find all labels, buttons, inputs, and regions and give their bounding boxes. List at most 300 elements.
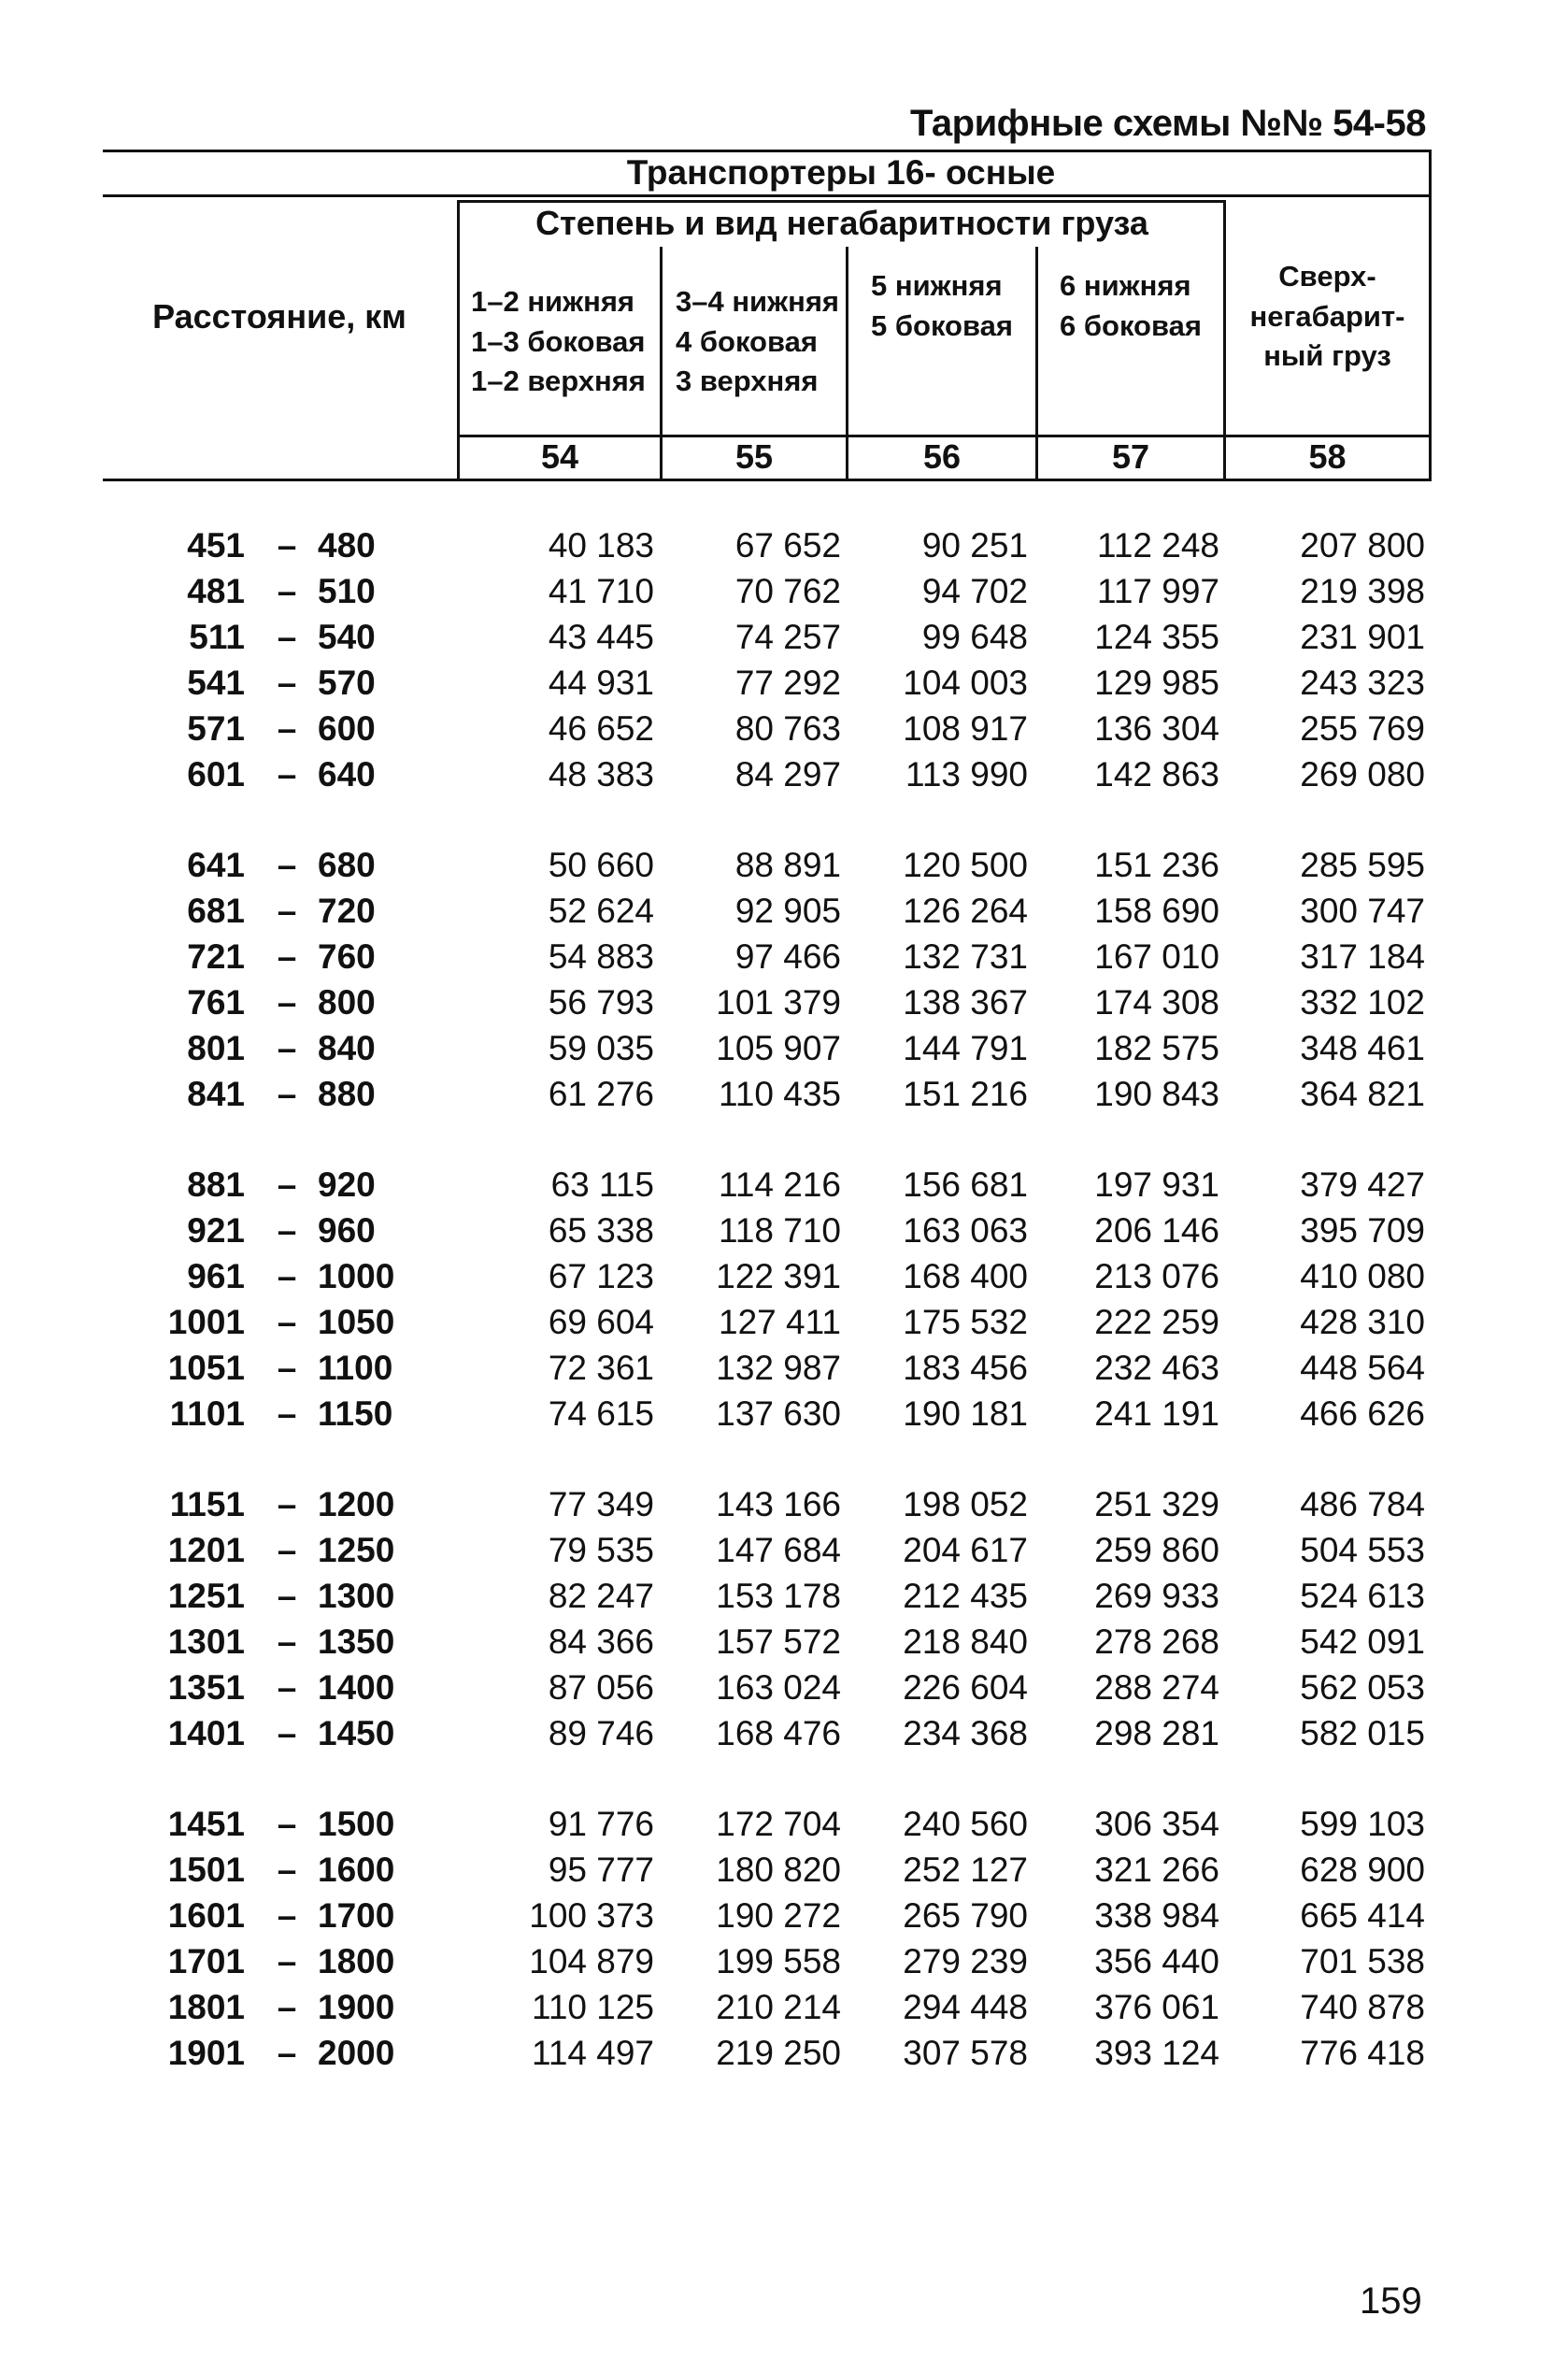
distance-dash: – (277, 1714, 297, 1752)
tariff-cell-56: 132 731 (903, 937, 1028, 976)
tariff-cell-54: 54 883 (548, 937, 654, 976)
tariff-cell-56: 94 702 (921, 572, 1028, 610)
table-row (0, 707, 1568, 751)
tariff-cell-56: 307 578 (903, 2034, 1028, 2072)
tariff-cell-54: 52 624 (548, 892, 654, 930)
tariff-cell-58: 243 323 (1300, 664, 1425, 702)
distance-to: 720 (318, 892, 376, 930)
tariff-cell-57: 288 274 (1094, 1668, 1219, 1707)
tariff-cell-54: 40 183 (548, 526, 654, 565)
distance-from: 1151 (169, 1485, 245, 1523)
header-right-border (1429, 150, 1432, 479)
tariff-cell-58: 562 053 (1300, 1668, 1425, 1707)
tariff-cell-57: 241 191 (1094, 1394, 1219, 1433)
tariff-cell-55: 172 704 (716, 1805, 841, 1843)
table-row (0, 1026, 1568, 1071)
tariff-cell-56: 190 181 (903, 1394, 1028, 1433)
distance-dash: – (277, 1485, 297, 1523)
page-number: 159 (1360, 2280, 1422, 2322)
tariff-cell-58: 466 626 (1300, 1394, 1425, 1433)
tariff-cell-56: 279 239 (903, 1942, 1028, 1980)
distance-dash: – (277, 1029, 297, 1067)
table-row (0, 1985, 1568, 2030)
tariff-cell-55: 180 820 (716, 1851, 841, 1889)
column-code-54: 54 (540, 437, 579, 476)
group-title: Транспортеры 16- осные (626, 153, 1056, 193)
tariff-cell-56: 265 790 (903, 1896, 1028, 1935)
tariff-cell-55: 88 891 (734, 846, 841, 884)
tariff-cell-57: 197 931 (1094, 1165, 1219, 1204)
tariff-cell-55: 92 905 (734, 892, 841, 930)
tariff-cell-58: 207 800 (1300, 526, 1425, 565)
distance-to: 1250 (318, 1531, 395, 1569)
tariff-cell-54: 87 056 (548, 1668, 654, 1707)
distance-dash: – (277, 1075, 297, 1113)
table-row (0, 1163, 1568, 1208)
table-row (0, 661, 1568, 706)
tariff-cell-54: 82 247 (548, 1577, 654, 1615)
table-row (0, 1711, 1568, 1756)
distance-dash: – (277, 1303, 297, 1341)
distance-to: 1000 (318, 1257, 395, 1295)
table-row (0, 1528, 1568, 1573)
distance-label: Расстояние, км (152, 296, 406, 336)
tariff-cell-58: 504 553 (1300, 1531, 1425, 1569)
tariff-cell-57: 321 266 (1094, 1851, 1219, 1889)
tariff-cell-58: 448 564 (1300, 1349, 1425, 1387)
tariff-cell-56: 218 840 (903, 1623, 1028, 1661)
distance-to: 1300 (318, 1577, 395, 1615)
tariff-cell-57: 124 355 (1094, 618, 1219, 656)
tariff-cell-58: 524 613 (1300, 1577, 1425, 1615)
tariff-cell-56: 99 648 (921, 618, 1028, 656)
distance-from: 1801 (167, 1988, 245, 2026)
tariff-cell-54: 79 535 (548, 1531, 654, 1569)
distance-from: 681 (187, 892, 245, 930)
column-header-55 (663, 250, 846, 434)
distance-dash: – (277, 846, 297, 884)
column-header-57-line-2: 6 боковая (1060, 309, 1202, 342)
tariff-cell-58: 285 595 (1300, 846, 1425, 884)
table-row (0, 1208, 1568, 1253)
distance-from: 641 (187, 846, 245, 884)
tariff-cell-54: 74 615 (548, 1394, 654, 1433)
distance-dash: – (277, 1349, 297, 1387)
tariff-cell-55: 190 272 (716, 1896, 841, 1935)
tariff-cell-55: 143 166 (716, 1485, 841, 1523)
table-row (0, 1939, 1568, 1984)
tariff-cell-58: 348 461 (1300, 1029, 1425, 1067)
tariff-cell-54: 84 366 (548, 1623, 654, 1661)
tariff-cell-54: 46 652 (548, 709, 654, 748)
tariff-cell-56: 234 368 (903, 1714, 1028, 1752)
distance-to: 920 (318, 1165, 376, 1204)
tariff-cell-56: 168 400 (903, 1257, 1028, 1295)
distance-dash: – (277, 1257, 297, 1295)
tariff-cell-58: 395 709 (1300, 1211, 1425, 1250)
tariff-cell-55: 67 652 (734, 526, 841, 565)
tariff-cell-54: 59 035 (548, 1029, 654, 1067)
table-row (0, 1346, 1568, 1391)
tariff-cell-58: 219 398 (1300, 572, 1425, 610)
column-header-56-line-2: 5 боковая (871, 309, 1013, 342)
tariff-cell-58: 582 015 (1300, 1714, 1425, 1752)
column-header-57-line-1: 6 нижняя (1060, 269, 1191, 303)
distance-dash: – (277, 1394, 297, 1433)
distance-from: 571 (187, 709, 245, 748)
distance-to: 1100 (318, 1349, 393, 1387)
tariff-cell-57: 182 575 (1094, 1029, 1219, 1067)
tariff-cell-56: 204 617 (903, 1531, 1028, 1569)
distance-from: 841 (187, 1075, 245, 1113)
tariff-cell-55: 70 762 (734, 572, 841, 610)
column-header-54 (460, 250, 660, 434)
tariff-cell-58: 300 747 (1300, 892, 1425, 930)
distance-dash: – (277, 1668, 297, 1707)
table-row (0, 1848, 1568, 1893)
distance-dash: – (277, 1805, 297, 1843)
tariff-cell-54: 100 373 (529, 1896, 654, 1935)
distance-dash: – (277, 937, 297, 976)
distance-to: 640 (318, 755, 376, 793)
tariff-cell-55: 147 684 (716, 1531, 841, 1569)
tariff-cell-54: 91 776 (548, 1805, 654, 1843)
distance-to: 1450 (318, 1714, 395, 1752)
distance-dash: – (277, 983, 297, 1022)
tariff-cell-57: 232 463 (1094, 1349, 1219, 1387)
distance-dash: – (277, 2034, 297, 2072)
tariff-cell-55: 219 250 (716, 2034, 841, 2072)
tariff-cell-55: 118 710 (719, 1211, 841, 1250)
table-row (0, 1482, 1568, 1527)
distance-to: 1700 (318, 1896, 395, 1935)
table-row (0, 1254, 1568, 1299)
tariff-cell-58: 379 427 (1300, 1165, 1425, 1204)
tariff-cell-57: 129 985 (1094, 664, 1219, 702)
tariff-cell-56: 212 435 (903, 1577, 1028, 1615)
tariff-cell-56: 104 003 (903, 664, 1028, 702)
tariff-cell-57: 136 304 (1094, 709, 1219, 748)
tariff-cell-58: 486 784 (1300, 1485, 1425, 1523)
tariff-cell-58: 410 080 (1300, 1257, 1425, 1295)
tariff-cell-56: 120 500 (903, 846, 1028, 884)
tariff-cell-54: 63 115 (550, 1165, 654, 1204)
tariff-cell-58: 428 310 (1300, 1303, 1425, 1341)
distance-dash: – (277, 664, 297, 702)
distance-from: 1901 (167, 2034, 245, 2072)
tariff-cell-56: 144 791 (903, 1029, 1028, 1067)
tariff-cell-55: 127 411 (719, 1303, 841, 1341)
column-code-55: 55 (734, 437, 774, 476)
distance-to: 1900 (318, 1988, 395, 2026)
distance-to: 800 (318, 983, 376, 1022)
distance-to: 680 (318, 846, 376, 884)
tariff-cell-54: 110 125 (532, 1988, 654, 2026)
tariff-cell-57: 112 248 (1097, 526, 1219, 565)
tariff-cell-57: 190 843 (1094, 1075, 1219, 1113)
distance-dash: – (277, 755, 297, 793)
tariff-cell-54: 43 445 (548, 618, 654, 656)
distance-dash: – (277, 572, 297, 610)
distance-from: 1301 (167, 1623, 245, 1661)
tariff-cell-55: 157 572 (716, 1623, 841, 1661)
column-code-58: 58 (1308, 437, 1347, 476)
distance-dash: – (277, 526, 297, 565)
tariff-cell-55: 132 987 (716, 1349, 841, 1387)
distance-to: 570 (318, 664, 376, 702)
tariff-cell-57: 278 268 (1094, 1623, 1219, 1661)
distance-to: 1500 (318, 1805, 395, 1843)
table-row (0, 615, 1568, 660)
tariff-cell-54: 89 746 (548, 1714, 654, 1752)
distance-to: 760 (318, 937, 376, 976)
table-row (0, 1300, 1568, 1345)
tariff-cell-56: 163 063 (903, 1211, 1028, 1250)
tariff-cell-54: 114 497 (532, 2034, 654, 2072)
tariff-cell-54: 69 604 (548, 1303, 654, 1341)
tariff-cell-58: 317 184 (1300, 937, 1425, 976)
column-code-56: 56 (922, 437, 962, 476)
distance-to: 600 (318, 709, 376, 748)
column-header-54-line-3: 1–2 верхняя (471, 365, 646, 398)
distance-from: 1501 (167, 1851, 245, 1889)
tariff-cell-55: 77 292 (734, 664, 841, 702)
tariff-cell-57: 213 076 (1094, 1257, 1219, 1295)
distance-from: 721 (187, 937, 245, 976)
distance-from: 1251 (167, 1577, 245, 1615)
distance-to: 840 (318, 1029, 376, 1067)
tariff-cell-56: 156 681 (903, 1165, 1028, 1204)
tariff-cell-56: 183 456 (903, 1349, 1028, 1387)
tariff-cell-54: 95 777 (548, 1851, 654, 1889)
table-row (0, 935, 1568, 979)
column-header-56-line-1: 5 нижняя (871, 269, 1003, 303)
tariff-cell-54: 72 361 (548, 1349, 654, 1387)
page-title: Тарифные схемы №№ 54-58 (909, 103, 1426, 144)
tariff-cell-58: 542 091 (1300, 1623, 1425, 1661)
tariff-cell-54: 61 276 (548, 1075, 654, 1113)
distance-from: 1701 (167, 1942, 245, 1980)
tariff-cell-54: 65 338 (548, 1211, 654, 1250)
tariff-cell-55: 153 178 (716, 1577, 841, 1615)
tariff-cell-55: 101 379 (716, 983, 841, 1022)
tariff-cell-57: 393 124 (1094, 2034, 1219, 2072)
column-header-55-line-3: 3 верхняя (676, 365, 819, 398)
tariff-cell-56: 126 264 (903, 892, 1028, 930)
header-bottom-rule (103, 479, 1432, 481)
column-header-57 (1038, 250, 1223, 363)
column-header-55-line-1: 3–4 нижняя (676, 284, 839, 318)
tariff-cell-57: 306 354 (1094, 1805, 1219, 1843)
tariff-cell-56: 108 917 (903, 709, 1028, 748)
table-row (0, 1620, 1568, 1665)
tariff-cell-57: 206 146 (1094, 1211, 1219, 1250)
table-row (0, 1574, 1568, 1619)
tariff-cell-57: 158 690 (1094, 892, 1219, 930)
distance-to: 1800 (318, 1942, 395, 1980)
table-row (0, 752, 1568, 797)
distance-dash: – (277, 618, 297, 656)
table-row (0, 569, 1568, 614)
tariff-cell-58: 332 102 (1300, 983, 1425, 1022)
tariff-cell-54: 56 793 (548, 983, 654, 1022)
distance-dash: – (277, 1165, 297, 1204)
distance-from: 881 (187, 1165, 245, 1204)
tariff-cell-57: 251 329 (1094, 1485, 1219, 1523)
tariff-cell-58: 701 538 (1300, 1942, 1425, 1980)
column-code-57: 57 (1111, 437, 1150, 476)
tariff-cell-58: 255 769 (1300, 709, 1425, 748)
column-header-58-line-2: негабарит- (1249, 299, 1405, 333)
tariff-cell-54: 44 931 (548, 664, 654, 702)
distance-to: 960 (318, 1211, 376, 1250)
distance-from: 481 (187, 572, 245, 610)
distance-dash: – (277, 1623, 297, 1661)
distance-from: 1601 (167, 1896, 245, 1935)
distance-to: 2000 (318, 2034, 395, 2072)
distance-from: 1051 (167, 1349, 245, 1387)
tariff-cell-54: 77 349 (548, 1485, 654, 1523)
tariff-cell-55: 84 297 (734, 755, 841, 793)
tariff-cell-55: 105 907 (716, 1029, 841, 1067)
distance-dash: – (277, 1896, 297, 1935)
degree-label: Степень и вид негабаритности груза (535, 203, 1148, 242)
distance-from: 921 (187, 1211, 245, 1250)
distance-to: 1150 (318, 1394, 393, 1433)
distance-to: 480 (318, 526, 376, 565)
column-header-54-line-2: 1–3 боковая (471, 324, 646, 358)
column-header-58-line-3: ный груз (1263, 339, 1391, 373)
tariff-cell-57: 222 259 (1094, 1303, 1219, 1341)
distance-from: 1401 (167, 1714, 245, 1752)
distance-dash: – (277, 892, 297, 930)
distance-to: 880 (318, 1075, 376, 1113)
tariff-cell-58: 231 901 (1300, 618, 1425, 656)
tariff-cell-57: 338 984 (1094, 1896, 1219, 1935)
tariff-cell-55: 114 216 (719, 1165, 841, 1204)
distance-dash: – (277, 1988, 297, 2026)
column-header-54-line-1: 1–2 нижняя (471, 284, 634, 318)
distance-to: 540 (318, 618, 376, 656)
distance-from: 801 (187, 1029, 245, 1067)
distance-from: 1451 (167, 1805, 245, 1843)
tariff-cell-56: 252 127 (903, 1851, 1028, 1889)
tariff-cell-57: 151 236 (1094, 846, 1219, 884)
distance-from: 601 (187, 755, 245, 793)
tariff-cell-58: 364 821 (1300, 1075, 1425, 1113)
tariff-cell-57: 117 997 (1097, 572, 1219, 610)
tariff-cell-55: 97 466 (734, 937, 841, 976)
tariff-cell-58: 628 900 (1300, 1851, 1425, 1889)
tariff-cell-56: 175 532 (903, 1303, 1028, 1341)
distance-to: 1600 (318, 1851, 395, 1889)
tariff-cell-55: 110 435 (719, 1075, 841, 1113)
tariff-cell-54: 41 710 (548, 572, 654, 610)
tariff-cell-55: 122 391 (716, 1257, 841, 1295)
distance-from: 511 (189, 618, 245, 656)
table-row (0, 1802, 1568, 1847)
table-row (0, 1894, 1568, 1938)
table-row (0, 523, 1568, 568)
distance-from: 1351 (167, 1668, 245, 1707)
distance-dash: – (277, 1851, 297, 1889)
tariff-cell-56: 90 251 (921, 526, 1028, 565)
column-header-56 (848, 250, 1035, 363)
table-row (0, 980, 1568, 1025)
distance-to: 1050 (318, 1303, 395, 1341)
tariff-cell-57: 376 061 (1094, 1988, 1219, 2026)
distance-dash: – (277, 1531, 297, 1569)
tariff-cell-57: 142 863 (1094, 755, 1219, 793)
tariff-cell-58: 269 080 (1300, 755, 1425, 793)
table-row (0, 1392, 1568, 1437)
tariff-cell-56: 198 052 (903, 1485, 1028, 1523)
distance-dash: – (277, 1942, 297, 1980)
tariff-cell-55: 137 630 (716, 1394, 841, 1433)
tariff-cell-55: 74 257 (734, 618, 841, 656)
tariff-cell-54: 50 660 (548, 846, 654, 884)
distance-from: 451 (187, 526, 245, 565)
table-row (0, 1072, 1568, 1117)
distance-dash: – (277, 709, 297, 748)
tariff-cell-54: 104 879 (529, 1942, 654, 1980)
tariff-cell-55: 163 024 (716, 1668, 841, 1707)
distance-from: 541 (187, 664, 245, 702)
distance-to: 510 (318, 572, 376, 610)
column-header-58 (1226, 200, 1429, 434)
distance-dash: – (277, 1211, 297, 1250)
tariff-cell-58: 665 414 (1300, 1896, 1425, 1935)
distance-dash: – (277, 1577, 297, 1615)
tariff-cell-55: 199 558 (716, 1942, 841, 1980)
tariff-cell-57: 356 440 (1094, 1942, 1219, 1980)
tariff-cell-55: 80 763 (734, 709, 841, 748)
tariff-cell-56: 226 604 (903, 1668, 1028, 1707)
tariff-cell-57: 167 010 (1094, 937, 1219, 976)
tariff-cell-54: 67 123 (548, 1257, 654, 1295)
tariff-cell-55: 210 214 (716, 1988, 841, 2026)
tariff-cell-57: 298 281 (1094, 1714, 1219, 1752)
distance-from: 1101 (169, 1394, 245, 1433)
tariff-cell-56: 294 448 (903, 1988, 1028, 2026)
distance-from: 1001 (167, 1303, 245, 1341)
table-row (0, 2031, 1568, 2076)
distance-from: 1201 (167, 1531, 245, 1569)
table-row (0, 843, 1568, 888)
tariff-cell-58: 740 878 (1300, 1988, 1425, 2026)
tariff-cell-58: 599 103 (1300, 1805, 1425, 1843)
tariff-cell-56: 151 216 (903, 1075, 1028, 1113)
column-header-55-line-2: 4 боковая (676, 324, 818, 358)
table-row (0, 889, 1568, 934)
tariff-cell-54: 48 383 (548, 755, 654, 793)
distance-from: 761 (187, 983, 245, 1022)
tariff-cell-56: 240 560 (903, 1805, 1028, 1843)
distance-to: 1400 (318, 1668, 395, 1707)
tariff-cell-56: 138 367 (903, 983, 1028, 1022)
distance-to: 1200 (318, 1485, 395, 1523)
tariff-cell-57: 269 933 (1094, 1577, 1219, 1615)
tariff-cell-58: 776 418 (1300, 2034, 1425, 2072)
table-row (0, 1665, 1568, 1710)
distance-from: 961 (187, 1257, 245, 1295)
tariff-cell-55: 168 476 (716, 1714, 841, 1752)
distance-to: 1350 (318, 1623, 395, 1661)
tariff-cell-57: 259 860 (1094, 1531, 1219, 1569)
tariff-cell-57: 174 308 (1094, 983, 1219, 1022)
tariff-cell-56: 113 990 (905, 755, 1028, 793)
column-header-58-line-1: Сверх- (1278, 259, 1376, 293)
